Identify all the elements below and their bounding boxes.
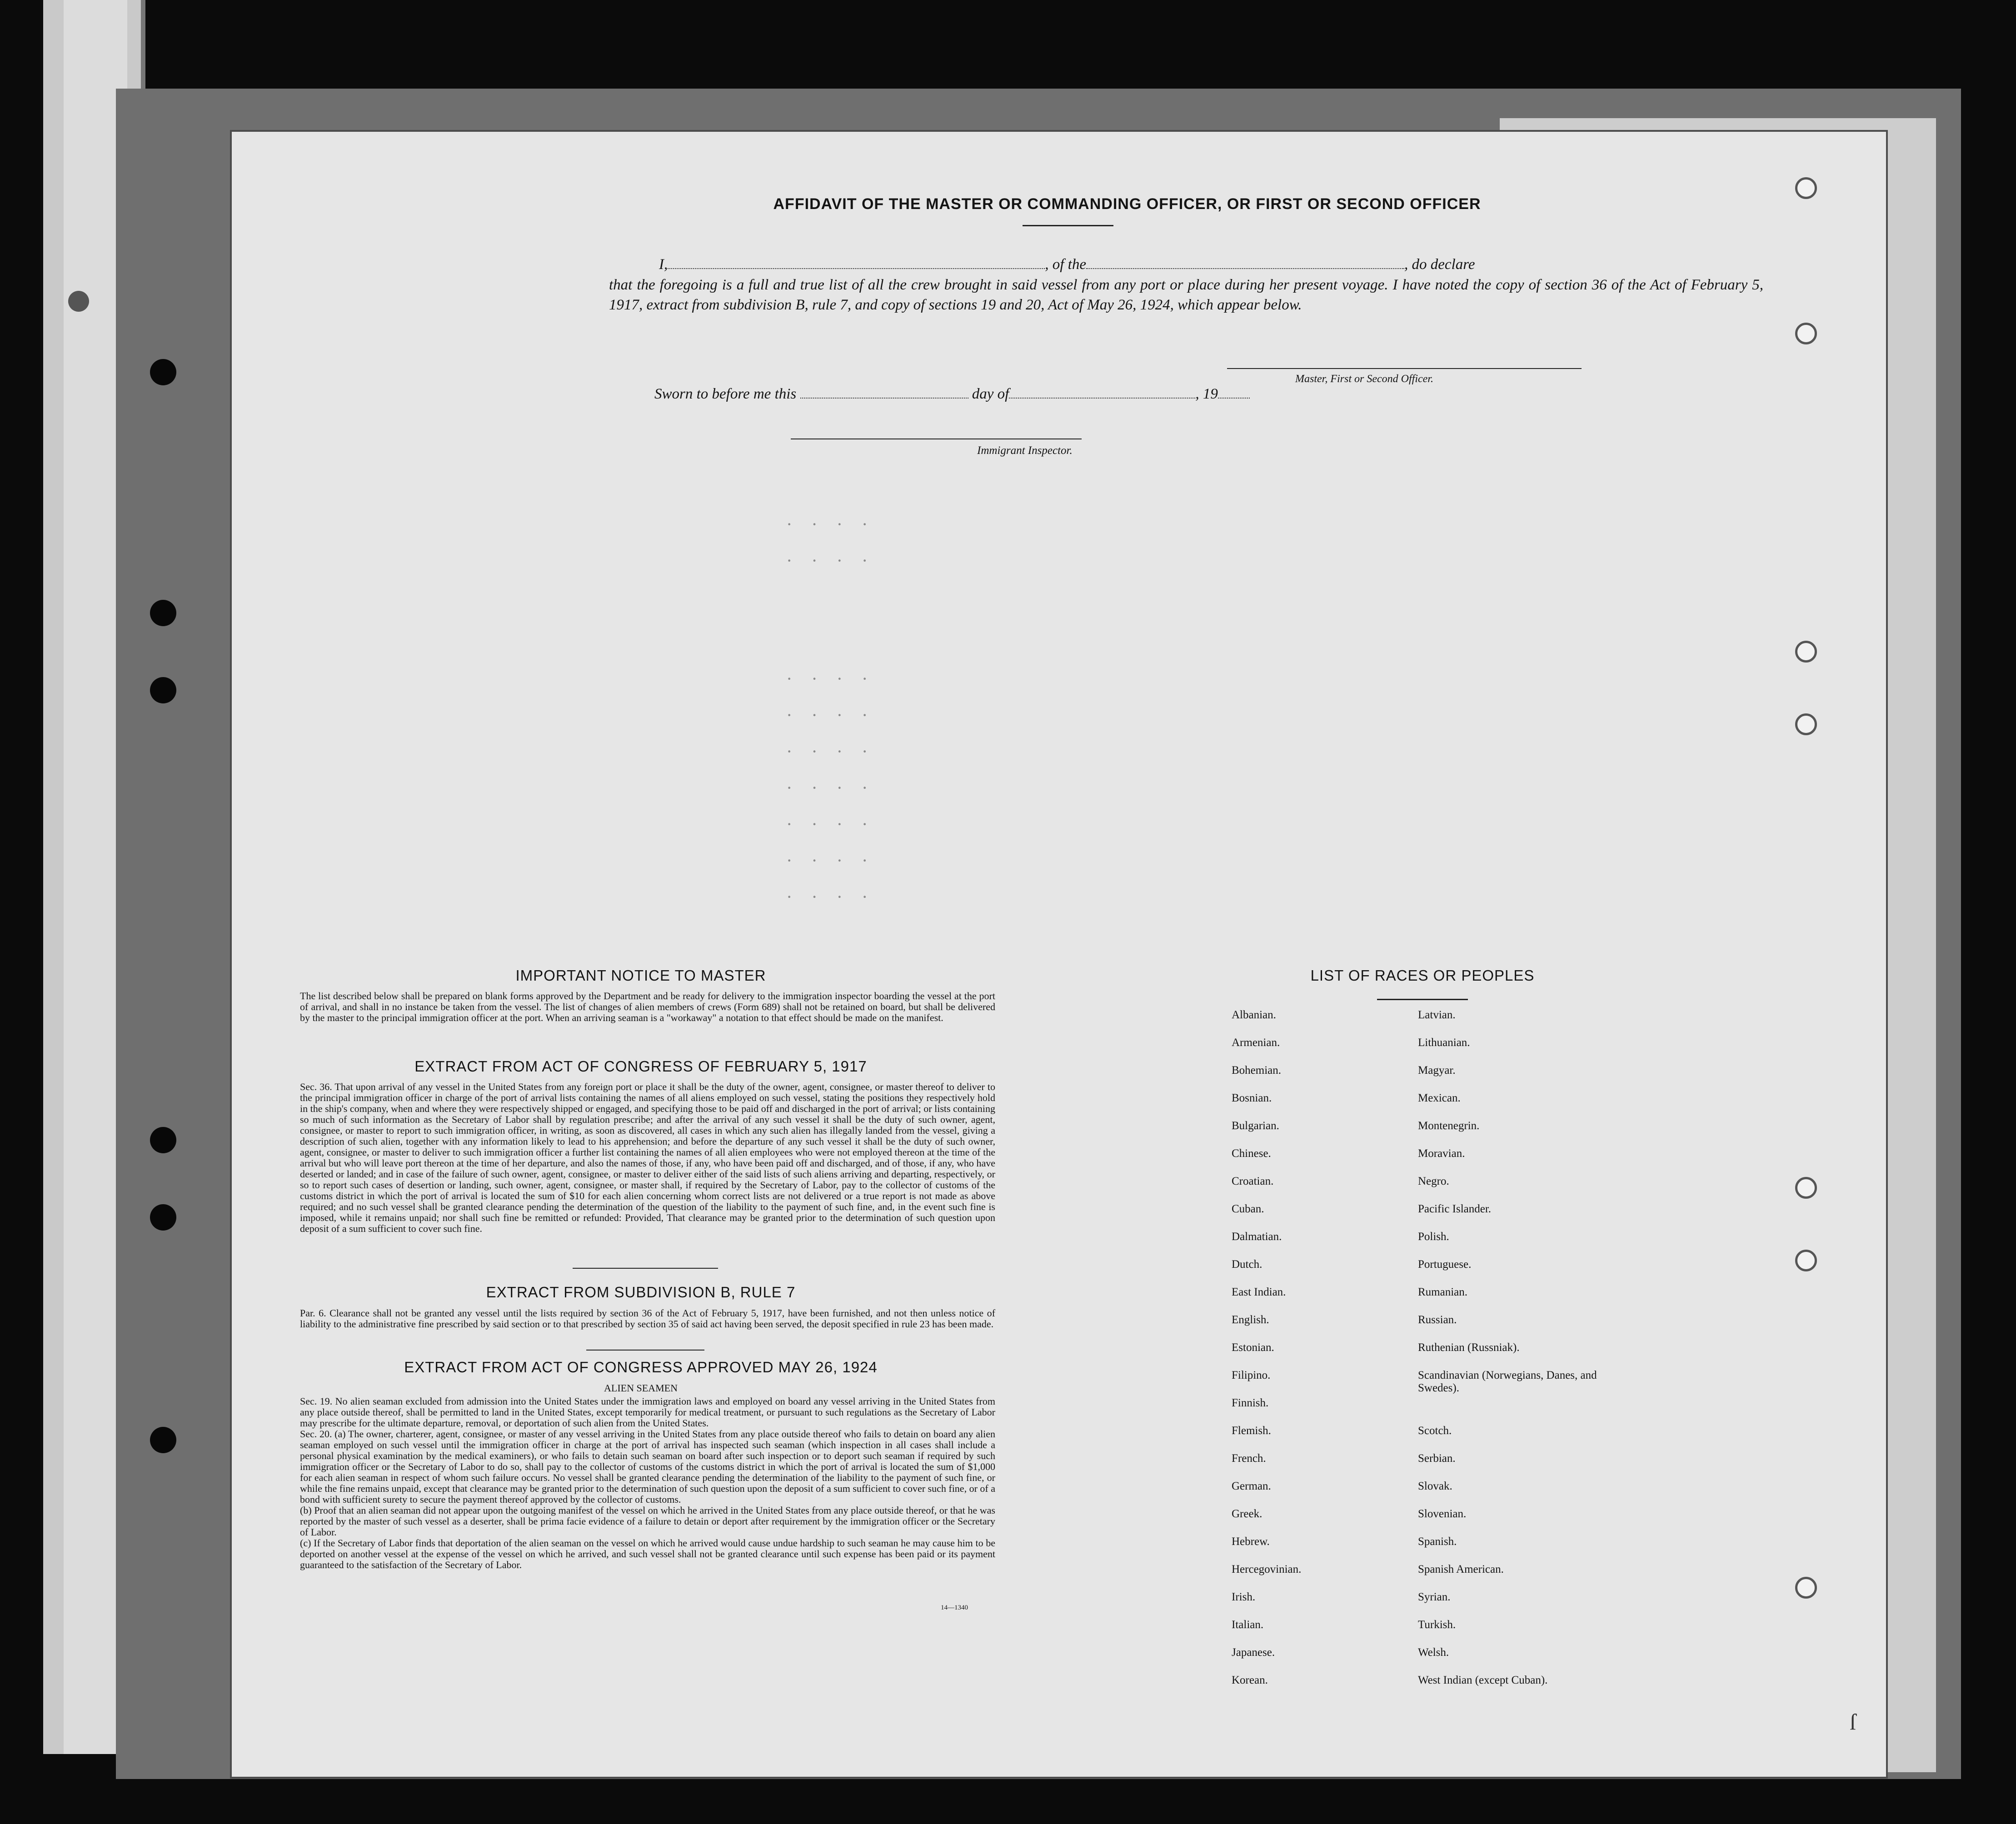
binder-ring xyxy=(1795,713,1817,735)
bleed-through-dots: · · · · xyxy=(786,550,875,571)
subdivision-b-text: Par. 6. Clearance shall not be granted any vessel until the lists required by section 36 of the Act of February 5, 1917, have been furnished, and not then unless notice of liability to the administrative fine prescribed by said section or to that prescribed by section 35 of said act having been served, the deposit specified in rule 23 has been made. xyxy=(300,1307,995,1330)
race-item: Portuguese. xyxy=(1418,1258,1472,1271)
race-item: Spanish. xyxy=(1418,1535,1457,1548)
race-item: Negro. xyxy=(1418,1175,1449,1187)
race-item: Croatian. xyxy=(1232,1175,1274,1187)
binder-ring xyxy=(1795,641,1817,663)
race-item: Armenian. xyxy=(1232,1037,1280,1049)
notice-title: IMPORTANT NOTICE TO MASTER xyxy=(515,967,766,984)
race-item: Flemish. xyxy=(1232,1425,1271,1437)
race-item: German. xyxy=(1232,1480,1271,1492)
binder-hole xyxy=(150,1427,176,1453)
extract-1924-title: EXTRACT FROM ACT OF CONGRESS APPROVED MAY 26, 1924 xyxy=(404,1359,878,1375)
race-item: Hercegovinian. xyxy=(1232,1563,1302,1575)
race-item: Pacific Islander. xyxy=(1418,1203,1492,1215)
race-item: Dalmatian. xyxy=(1232,1231,1282,1243)
race-item: Bulgarian. xyxy=(1232,1120,1279,1132)
race-item: Turkish. xyxy=(1418,1619,1456,1631)
race-item: Russian. xyxy=(1418,1314,1457,1326)
sworn-year-field[interactable] xyxy=(1218,398,1250,399)
binder-ring xyxy=(1795,1177,1817,1199)
vessel-role-label: , of the xyxy=(1045,256,1086,273)
form-number: 14—1340 xyxy=(941,1604,968,1611)
race-item: Polish. xyxy=(1418,1231,1449,1243)
section-20b: (b) Proof that an alien seaman did not appear upon the outgoing manifest of the vessel on which he arrived in the United States from any place outside thereof, or that he was reported by the master of such vessel as a deserter, shall be prima facie evidence of a failure to detain or deport after requirement by the immigration officer or the Secretary of Labor. xyxy=(300,1505,995,1538)
race-item: Mexican. xyxy=(1418,1092,1461,1104)
race-item: Syrian. xyxy=(1418,1591,1451,1603)
binder-hole xyxy=(68,291,89,312)
binder-hole xyxy=(150,1127,176,1153)
pen-mark: ſ xyxy=(1850,1709,1856,1734)
sworn-line xyxy=(654,384,1563,404)
sworn-label: Sworn to before me this xyxy=(654,386,797,402)
day-of-label: day of xyxy=(972,386,1009,402)
race-item: Estonian. xyxy=(1232,1341,1274,1354)
binder-ring xyxy=(1795,1250,1817,1271)
race-item: Ruthenian (Russniak). xyxy=(1418,1341,1520,1354)
section-20a: Sec. 20. (a) The owner, charterer, agent, consignee, or master of any vessel arriving in the United States from any place outside thereof who fails to detain on board any alien seaman employed on such vessel until the immigration officer in charge at the port of arrival has inspected such seaman (which inspection in all cases shall include a personal physical examination by the medical examiners), or who fails to detain such seaman on board after such inspection or to deport such seaman if required by such immigration officer or the Secretary of Labor to do so, shall pay to the collector of customs of the customs district in which the port of arrival is located the sum of $1,000 for each alien seaman in respect of whom such failure occurs. No vessel shall be granted clearance pending the determination of the liability to the payment of such fine, or while the fine remains unpaid, except that clearance may be granted prior to the determination of such question upon the deposit of a sum sufficient to cover such fine, or of a bond with sufficient surety to secure the payment thereof approved by the collector of customs. xyxy=(300,1428,995,1505)
declaration-body: that the foregoing is a full and true list of all the crew brought in said vessel from any port or place during her present voyage. I have noted the copy of section 36 of the Act of February 5, 1917, extract from subdivision B, rule 7, and copy of sections 19 and 20, Act of May 26, 1924, which appear below. xyxy=(609,277,1763,313)
race-item: Magyar. xyxy=(1418,1064,1456,1076)
bleed-through-dots: · · · · xyxy=(786,814,875,834)
extract-1924-text xyxy=(300,1396,995,1570)
race-item: English. xyxy=(1232,1314,1269,1326)
race-item: Italian. xyxy=(1232,1619,1264,1631)
extract-1917-text: Sec. 36. That upon arrival of any vessel in the United States from any foreign port or place it shall be the duty of the owner, agent, consignee, or master thereof to deliver to the principal immigration officer in charge of the port of arrival lists containing the names of all aliens employed on such vessel, stating the positions they respectively hold in the ship's company, when and where they were respectively shipped or engaged, and specifying those to be paid off and discharged in the port of arrival; or lists containing so much of such information as the Secretary of Labor shall by regulation prescribe; and after the arrival of any such vessel it shall be the duty of such owner, agent, consignee, or master to report to such immigration officer, in writing, as soon as discovered, all cases in which any such alien has illegally landed from the vessel, giving a description of such alien, together with any information likely to lead to his apprehension; and before the departure of any such vessel it shall be the duty of such owner, agent, consignee, or master to deliver to such immigration officer a further list containing the names of all alien employees who were not employed thereon at the time of the arrival but who will leave port thereon at the time of her departure, and also the names of those, if any, who have been paid off and discharged, and of those, if any, who have deserted or landed; and in case of the failure of such owner, agent, consignee, or master to deliver either of the said lists of such aliens arriving and departing, respectively, or so to report such cases of desertion or landing, such owner, agent, consignee, or master shall, if required by the Secretary of Labor, pay to the collector of customs of the customs district in which the port of arrival is located the sum of $10 for each alien concerning whom correct lists are not delivered or a true report is not made as above required; and no such vessel shall be granted clearance pending the determination of the question of the liability to the payment of such fine, and, in the event such fine is imposed, while it remains unpaid; nor shall such fine be remitted or refunded: Provided, That clearance may be granted prior to the determination of such question upon deposit of a sum sufficient to cover such fine. xyxy=(300,1081,995,1234)
race-item: Finnish. xyxy=(1232,1397,1269,1409)
year-prefix: , 19 xyxy=(1195,386,1218,402)
race-item: Welsh. xyxy=(1418,1646,1449,1659)
race-item: Dutch. xyxy=(1232,1258,1262,1271)
section-20c: (c) If the Secretary of Labor finds that deportation of the alien seaman on the vessel on which he arrived would cause undue hardship to such seaman he may cause him to be deported on another vessel at the expense of the vessel on which he arrived, and such vessel shall not be granted clearance until such expense has been paid or its payment guaranteed to the satisfaction of the Secretary of Labor. xyxy=(300,1537,995,1570)
race-item: Slovak. xyxy=(1418,1480,1452,1492)
binder-hole xyxy=(150,677,176,703)
affidavit-page xyxy=(232,132,1886,1777)
race-item: Serbian. xyxy=(1418,1452,1456,1465)
inspector-signature-label: Immigrant Inspector. xyxy=(977,444,1073,457)
declaration-line xyxy=(623,254,1759,274)
affidavit-title: AFFIDAVIT OF THE MASTER OR COMMANDING OFFICER, OR FIRST OR SECOND OFFICER xyxy=(773,195,1481,213)
section-rule xyxy=(586,1350,704,1351)
title-rule xyxy=(1023,225,1113,226)
bleed-through-dots: · · · · xyxy=(786,850,875,871)
race-item: Slovenian. xyxy=(1418,1508,1467,1520)
race-item: Chinese. xyxy=(1232,1147,1271,1160)
race-item: Lithuanian. xyxy=(1418,1037,1470,1049)
race-item: Scotch. xyxy=(1418,1425,1452,1437)
race-item: Hebrew. xyxy=(1232,1535,1270,1548)
race-item: Korean. xyxy=(1232,1674,1268,1686)
declarant-label: I, xyxy=(659,256,668,273)
extract-1917-title: EXTRACT FROM ACT OF CONGRESS OF FEBRUARY 5, 1917 xyxy=(414,1058,867,1075)
section-19: Sec. 19. No alien seaman excluded from admission into the United States under the immigration laws and employed on board any vessel arriving in the United States from any place outside thereof, shall be permitted to land in the United States, except temporarily for medical treatment, or pursuant to such regulations as the Secretary of Labor may prescribe for the ultimate departure, removal, or deportation of such alien from the United States. xyxy=(300,1395,995,1429)
sworn-day-field[interactable] xyxy=(800,398,968,399)
race-item: Greek. xyxy=(1232,1508,1262,1520)
bleed-through-dots: · · · · xyxy=(786,668,875,689)
race-item: Spanish American. xyxy=(1418,1563,1504,1575)
subdivision-b-title: EXTRACT FROM SUBDIVISION B, RULE 7 xyxy=(486,1284,796,1301)
notice-text: The list described below shall be prepared on blank forms approved by the Department and be ready for delivery to the immigration inspector boarding the vessel at the port of arrival, and shall in no instance be taken from the vessel. The list of changes of alien members of crews (Form 689) shall not be retained on board, but shall be delivered by the master to the principal immigration officer at the port. When an arriving seaman is a "workaway" a notation to that effect should be made on the manifest. xyxy=(300,990,995,1023)
declare-label: , do declare xyxy=(1404,256,1475,273)
races-title: LIST OF RACES OR PEOPLES xyxy=(1310,967,1535,984)
race-item: Rumanian. xyxy=(1418,1286,1468,1298)
bleed-through-dots: · · · · xyxy=(786,514,875,534)
binder-hole xyxy=(150,600,176,626)
race-item: Cuban. xyxy=(1232,1203,1264,1215)
master-signature-label: Master, First or Second Officer. xyxy=(1295,373,1433,385)
race-item: Montenegrin. xyxy=(1418,1120,1480,1132)
race-item: Irish. xyxy=(1232,1591,1256,1603)
race-item: East Indian. xyxy=(1232,1286,1286,1298)
race-item: Albanian. xyxy=(1232,1009,1276,1021)
race-item: Bohemian. xyxy=(1232,1064,1282,1076)
race-item: Moravian. xyxy=(1418,1147,1465,1160)
binder-hole xyxy=(150,359,176,385)
race-item: French. xyxy=(1232,1452,1266,1465)
race-item: Bosnian. xyxy=(1232,1092,1272,1104)
race-item: Scandinavian (Norwegians, Danes, and Swedes). xyxy=(1418,1369,1597,1394)
alien-seamen-subtitle: ALIEN SEAMEN xyxy=(604,1382,678,1394)
binder-hole xyxy=(150,1204,176,1231)
sworn-month-field[interactable] xyxy=(1009,398,1195,399)
bleed-through-dots: · · · · xyxy=(786,705,875,725)
race-item: Latvian. xyxy=(1418,1009,1456,1021)
race-item: Japanese. xyxy=(1232,1646,1275,1659)
binder-ring xyxy=(1795,1577,1817,1599)
section-rule xyxy=(573,1268,718,1269)
bleed-through-dots: · · · · xyxy=(786,741,875,762)
vessel-name-field[interactable] xyxy=(1086,268,1404,269)
bleed-through-dots: · · · · xyxy=(786,887,875,907)
race-item: Filipino. xyxy=(1232,1369,1271,1381)
declarant-name-field[interactable] xyxy=(668,268,1045,269)
binder-ring xyxy=(1795,323,1817,344)
races-title-rule xyxy=(1377,999,1468,1000)
bleed-through-dots: · · · · xyxy=(786,777,875,798)
race-item: West Indian (except Cuban). xyxy=(1418,1674,1548,1686)
